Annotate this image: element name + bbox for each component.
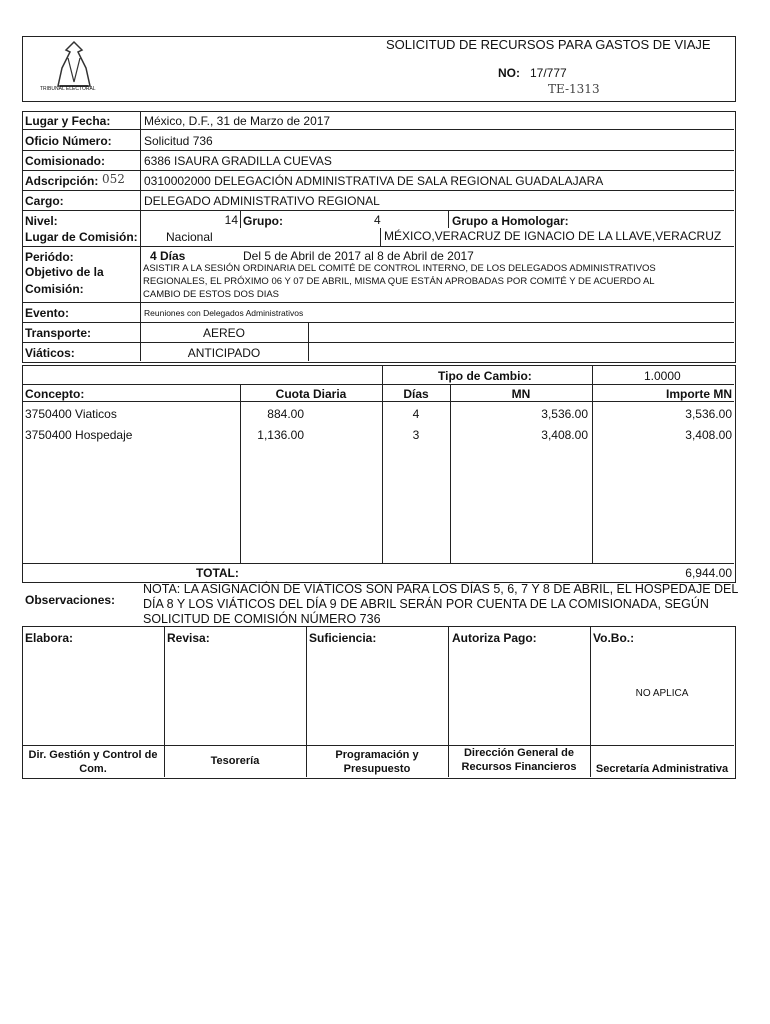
row-dias: 3	[412, 428, 420, 442]
document-title: SOLICITUD DE RECURSOS PARA GASTOS DE VIAJE	[386, 37, 711, 52]
label-comisionado: Comisionado:	[25, 154, 105, 168]
row-mn: 3,408.00	[541, 428, 588, 442]
value-comisionado: 6386 ISAURA GRADILLA CUEVAS	[144, 154, 332, 168]
label-grupo-homologar: Grupo a Homologar:	[452, 214, 569, 228]
value-transporte: AEREO	[202, 326, 245, 340]
row-importe: 3,408.00	[685, 428, 732, 442]
value-oficio: Solicitud 736	[144, 134, 213, 148]
value-nivel: 14	[224, 213, 238, 227]
value-objetivo-2: REGIONALES, EL PRÓXIMO 06 Y 07 DE ABRIL, MISMA QUE ESTÁN APROBADAS POR COMITÉ Y DE ACUERDO AL	[143, 276, 655, 287]
row-importe: 3,536.00	[685, 407, 732, 421]
label-lugar-fecha: Lugar y Fecha:	[25, 114, 111, 128]
sig-secretaria: Secretaría Administrativa	[595, 763, 729, 775]
label-cargo: Cargo:	[25, 194, 64, 208]
label-tipo-cambio: Tipo de Cambio:	[438, 369, 532, 383]
sig-suficiencia: Suficiencia:	[309, 631, 377, 645]
sig-programacion-1: Programación y	[335, 749, 419, 761]
value-lugar-comision: MÉXICO,VERACRUZ DE IGNACIO DE LA LLAVE,VERACRUZ	[384, 229, 722, 243]
row-cuota: 1,136.00	[257, 428, 304, 442]
header-importe: Importe MN	[666, 387, 732, 401]
value-lugar-fecha: México, D.F., 31 de Marzo de 2017	[144, 114, 331, 128]
label-transporte: Transporte:	[25, 326, 92, 340]
value-periodo-dias: 4 Días	[150, 249, 186, 263]
observaciones-label: Observaciones:	[25, 593, 116, 607]
label-nivel: Nivel:	[25, 214, 58, 228]
row-concepto: 3750400 Hospedaje	[25, 428, 133, 442]
sig-programacion-2: Presupuesto	[343, 763, 411, 775]
total-value: 6,944.00	[685, 566, 732, 580]
sig-no-aplica: NO APLICA	[635, 688, 689, 699]
sig-direccion-1: Dirección General de	[463, 747, 575, 759]
value-objetivo-1: ASISTIR A LA SESIÓN ORDINARIA DEL COMITÉ DE CONTROL INTERNO, DE LOS DELEGADOS ADMINISTRATIVOS	[143, 263, 656, 274]
info-divider	[140, 111, 141, 361]
label-viaticos: Viáticos:	[25, 346, 75, 360]
label-oficio: Oficio Número:	[25, 134, 112, 148]
value-evento: Reuniones con Delegados Administrativos	[144, 308, 304, 318]
label-lugar-comision: Lugar de Comisión:	[25, 230, 138, 244]
handwritten-adscripcion: 052	[102, 172, 125, 186]
value-cargo: DELEGADO ADMINISTRATIVO REGIONAL	[144, 194, 380, 208]
number-label: NO:	[498, 66, 520, 80]
value-grupo: 4	[374, 213, 381, 227]
sig-autoriza: Autoriza Pago:	[452, 631, 537, 645]
number-value: 17/777	[530, 66, 567, 80]
header-dias: Días	[403, 387, 429, 401]
header-cuota: Cuota Diaria	[275, 387, 347, 401]
label-evento: Evento:	[25, 306, 70, 320]
sig-tesoreria: Tesorería	[210, 755, 260, 767]
observaciones-line-3: SOLICITUD DE COMISIÓN NÚMERO 736	[143, 612, 381, 626]
sig-direccion-2: Recursos Financieros	[461, 761, 577, 773]
header-concepto: Concepto:	[25, 387, 85, 401]
value-periodo: Del 5 de Abril de 2017 al 8 de Abril de 2017	[243, 249, 474, 263]
row-dias: 4	[412, 407, 420, 421]
row-mn: 3,536.00	[541, 407, 588, 421]
label-objetivo-1: Objetivo de la	[25, 265, 104, 279]
value-lugar-tipo: Nacional	[166, 230, 213, 244]
handwritten-ref: TE-1313	[548, 82, 600, 96]
header-mn: MN	[511, 387, 531, 401]
total-label: TOTAL:	[196, 566, 239, 580]
sig-dir-gestion-2: Com.	[79, 763, 107, 775]
observaciones-line-2: DÍA 8 Y LOS VIÁTICOS DEL DÍA 9 DE ABRIL SERÁN POR CUENTA DE LA COMISIONADA, SEGÚN	[143, 597, 709, 611]
value-tipo-cambio: 1.0000	[644, 369, 681, 383]
observaciones-line-1: NOTA: LA ASIGNACIÓN DE VIÁTICOS SON PARA LOS DÍAS 5, 6, 7 Y 8 DE ABRIL, EL HOSPEDAJE DEL	[143, 582, 739, 596]
value-adscripcion: 0310002000 DELEGACIÓN ADMINISTRATIVA DE SALA REGIONAL GUADALAJARA	[144, 174, 604, 188]
value-viaticos: ANTICIPADO	[187, 346, 261, 360]
logo-text: TRIBUNAL ELECTORAL	[40, 86, 96, 92]
sig-revisa: Revisa:	[167, 631, 210, 645]
sig-vobo: Vo.Bo.:	[593, 631, 635, 645]
row-cuota: 884.00	[267, 407, 304, 421]
sig-dir-gestion-1: Dir. Gestión y Control de	[28, 749, 158, 761]
value-objetivo-3: CAMBIO DE ESTOS DOS DÍAS	[143, 290, 280, 300]
row-concepto: 3750400 Viaticos	[25, 407, 117, 421]
label-grupo: Grupo:	[243, 214, 283, 228]
label-objetivo-2: Comisión:	[25, 282, 84, 296]
label-adscripcion: Adscripción:	[25, 174, 99, 188]
label-periodo: Periódo:	[25, 250, 74, 264]
sig-elabora: Elabora:	[25, 631, 74, 645]
